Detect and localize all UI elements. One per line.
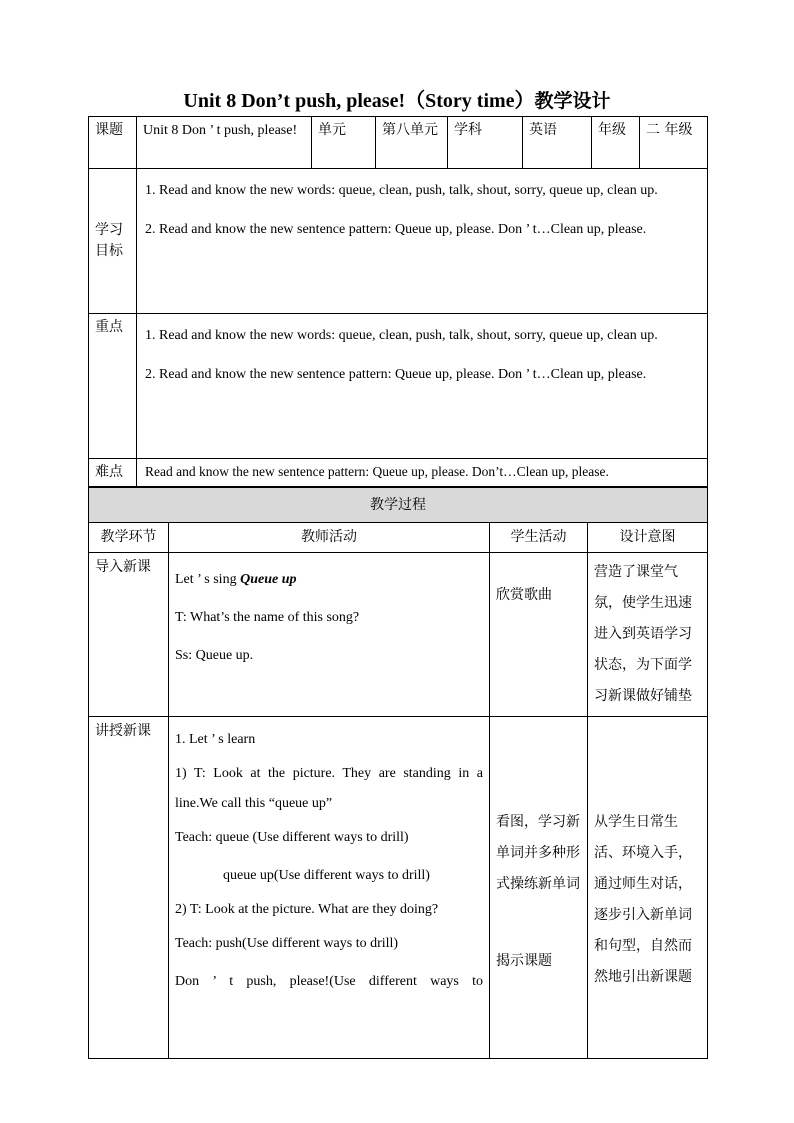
goals-row: [89, 169, 708, 314]
stage-intro: 导入新课: [89, 553, 169, 717]
process-row-intro: [89, 553, 708, 717]
grade-value: 二 年级: [640, 117, 708, 169]
subject-label: 学科: [448, 117, 523, 169]
difficult-row: [89, 459, 708, 487]
topic-label: 课题: [89, 117, 137, 169]
process-header-row: [89, 488, 708, 523]
teacher-new-line-6: Teach: push(Use different ways to drill): [175, 936, 399, 951]
teacher-intro-line-2: T: What’s the name of this song?: [175, 610, 360, 625]
unit-value: 第八单元: [376, 117, 448, 169]
process-column-row: [89, 523, 708, 553]
teacher-intro-line-3: Ss: Queue up.: [175, 648, 254, 663]
process-header: 教学过程: [89, 488, 708, 523]
student-new: [490, 717, 588, 1059]
col-teacher: 教师活动: [169, 523, 490, 553]
page-title: [0, 84, 794, 113]
teacher-new: [169, 717, 490, 1059]
process-row-new: [89, 717, 708, 1059]
teacher-new-line-1: 1. Let ’ s learn: [175, 732, 256, 747]
song-title: Queue up: [240, 572, 297, 587]
col-intent: 设计意图: [588, 523, 708, 553]
student-intro: 欣赏歌曲: [490, 553, 588, 717]
teacher-intro: [169, 553, 490, 717]
goals-content: [137, 169, 708, 314]
student-new-text-2: 揭示课题: [496, 953, 552, 969]
info-table: [88, 116, 708, 487]
teacher-new-line-7: Don ’ t push, please!(Use different ways to: [175, 974, 483, 989]
grade-label: 年级: [592, 117, 640, 169]
title-english: Unit 8 Don’t push, please!（Story time）: [183, 90, 535, 112]
unit-label: 单元: [312, 117, 376, 169]
student-new-text-1: 看图，学习新单词并多种形式操练新单词: [496, 814, 580, 892]
key-points-row: [89, 314, 708, 459]
title-chinese: 教学设计: [534, 90, 611, 112]
key-points-label: 重点: [89, 314, 137, 459]
teacher-new-line-2: 1) T: Look at the picture. They are standing in a line.We call this “queue up”: [175, 766, 483, 811]
intent-intro: [588, 553, 708, 717]
process-table: [88, 487, 708, 1059]
teacher-new-line-4: queue up(Use different ways to drill): [223, 868, 430, 883]
key-points-content: [137, 314, 708, 459]
song-prefix: Let ’ s sing: [175, 572, 241, 587]
info-row: [89, 117, 708, 169]
topic-value: Unit 8 Don ’ t push, please!: [137, 117, 312, 169]
difficult-label: 难点: [89, 459, 137, 487]
key-points-item-1: 1. Read and know the new words: queue, clean, push, talk, shout, sorry, queue up, clean up.: [145, 328, 658, 343]
stage-new: 讲授新课: [89, 717, 169, 1059]
intent-intro-text: 营造了课堂气氛，使学生迅速进入到英语学习状态，为下面学习新课做好铺垫: [594, 564, 692, 704]
teacher-new-line-3: Teach: queue (Use different ways to drill): [175, 830, 409, 845]
key-points-item-2: 2. Read and know the new sentence pattern: Queue up, please. Don ’ t…Clean up, please.: [145, 367, 647, 382]
goals-item-2: 2. Read and know the new sentence pattern: Queue up, please. Don ’ t…Clean up, please.: [145, 222, 647, 237]
col-stage: 教学环节: [89, 523, 169, 553]
subject-value: 英语: [523, 117, 592, 169]
difficult-content: Read and know the new sentence pattern: Queue up, please. Don’t…Clean up, please.: [137, 459, 708, 487]
intent-new: [588, 717, 708, 1059]
goals-item-1: 1. Read and know the new words: queue, clean, push, talk, shout, sorry, queue up, clean up.: [145, 183, 658, 198]
intent-new-text: 从学生日常生活、环境入手，通过师生对话，逐步引入新单词和句型，自然而然地引出新课题: [594, 814, 692, 985]
goals-label: 学习目标: [89, 169, 137, 314]
col-student: 学生活动: [490, 523, 588, 553]
teacher-new-line-5: 2) T: Look at the picture. What are they doing?: [175, 902, 439, 917]
